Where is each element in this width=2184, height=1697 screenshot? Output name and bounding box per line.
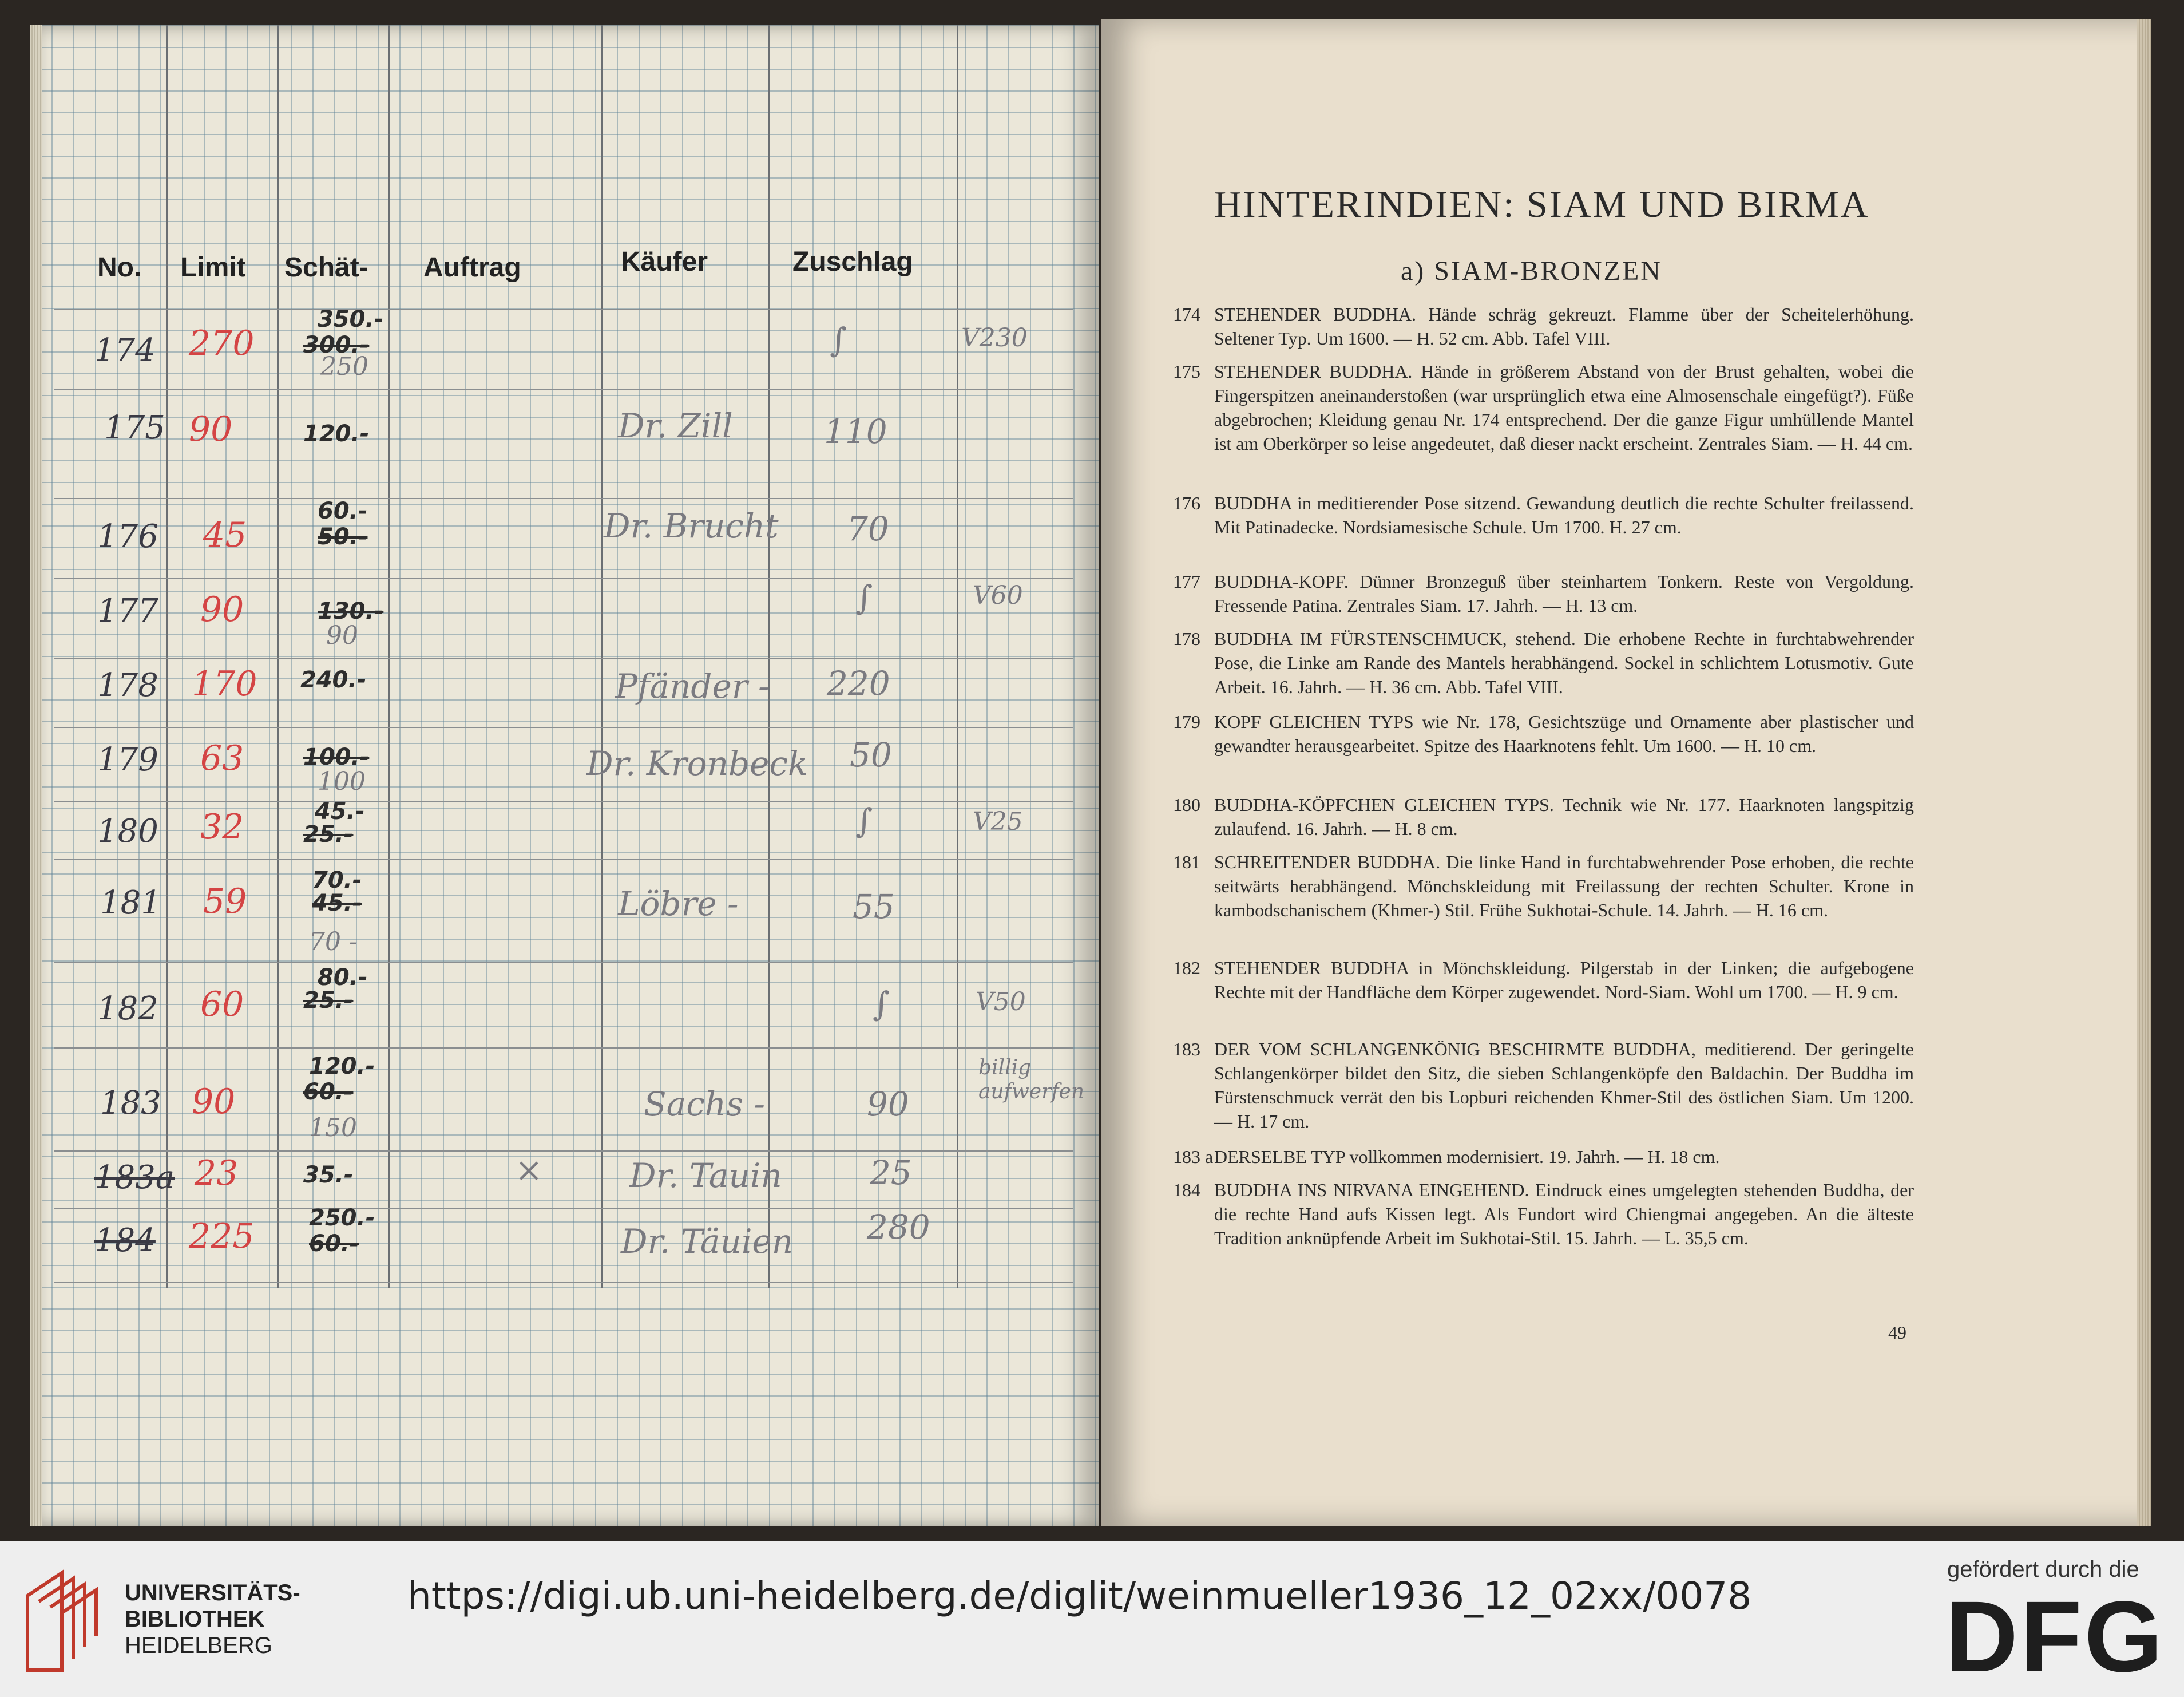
ledger-column-rule xyxy=(166,25,168,1288)
catalog-entry-number: 180 xyxy=(1173,794,1200,815)
ledger-row-rule xyxy=(54,1047,1073,1049)
catalog-title: HINTERINDIEN: SIAM UND BIRMA xyxy=(1214,184,1870,226)
ledger-column-rule xyxy=(277,25,279,1288)
library-name-line: HEIDELBERG xyxy=(125,1633,272,1658)
lot-buyer: Dr. Tauin xyxy=(629,1156,782,1195)
lot-estimate: 60.- xyxy=(309,1231,359,1257)
catalog-entry-text: BUDDHA-KÖPFCHEN GLEICHEN TYPS. Technik wie Nr. 177. Haarknoten langspitzig zulaufend. 16. Jahrh. — H. 8 cm. xyxy=(1214,794,1914,839)
lot-hammer-price: 280 xyxy=(867,1208,930,1247)
lot-hammer-price: ∫ xyxy=(855,578,873,617)
ledger-row-rule xyxy=(54,1150,1073,1152)
lot-estimate-revised: 70.- xyxy=(312,867,362,893)
ledger-header-limit: Limit xyxy=(180,252,246,283)
catalog-entry xyxy=(1173,793,1914,841)
lot-estimate-revised: 60.- xyxy=(318,498,368,524)
lot-estimate: 45.- xyxy=(312,890,362,916)
catalog-entry-number: 177 xyxy=(1173,571,1200,592)
ledger-header-estimate: Schät- xyxy=(284,252,368,283)
lot-note: V25 xyxy=(973,807,1023,836)
lot-buyer: Pfänder - xyxy=(615,667,770,706)
ledger-row-rule xyxy=(54,801,1073,802)
lot-estimate: 100.- xyxy=(303,744,370,770)
ledger-column-rule xyxy=(957,25,958,1288)
ledger-header-order: Auftrag xyxy=(423,252,521,283)
ledger-row-rule xyxy=(54,658,1073,659)
ledger-row-rule xyxy=(54,727,1073,728)
lot-estimate-note: 250 xyxy=(320,352,368,381)
lot-limit: 23 xyxy=(195,1153,239,1193)
ledger-row-rule xyxy=(54,578,1073,579)
lot-number: 179 xyxy=(97,741,158,778)
lot-estimate-note: 150 xyxy=(309,1113,357,1142)
catalog-subtitle: a) SIAM-BRONZEN xyxy=(1401,256,1662,286)
lot-hammer-price: 110 xyxy=(824,412,887,451)
ledger-row-rule xyxy=(54,962,1073,963)
catalog-entry xyxy=(1173,710,1914,758)
page-stack-edge-left xyxy=(30,25,42,1526)
catalog-entry xyxy=(1173,359,1914,456)
ledger-row-rule xyxy=(54,498,1073,499)
ledger-row-rule xyxy=(54,859,1073,860)
catalog-entry-number: 181 xyxy=(1173,852,1200,872)
catalog-entry xyxy=(1173,302,1914,350)
catalog-entry-text: DER VOM SCHLANGENKÖNIG BESCHIRMTE BUDDHA, meditierend. Der geringelte Schlangenkörper bildet den Sitz, die sieben Schlangenköpfe den Baldachin. Der Buddha im Fürstenschmuck verrät den bis Lopburi reichenden Khmer-Stil des östlichen Siam. Um 1200. — H. 17 cm. xyxy=(1214,1039,1914,1132)
ledger-column-rule xyxy=(388,25,390,1288)
catalog-entry-text: STEHENDER BUDDHA. Hände schräg gekreuzt. Flamme über der Scheitelerhöhung. Seltener Typ. Um 1600. — H. 52 cm. Abb. Tafel VIII. xyxy=(1214,304,1914,349)
lot-note: V60 xyxy=(973,581,1023,610)
lot-hammer-price: 220 xyxy=(827,664,890,703)
ledger-header-no: No. xyxy=(97,252,142,283)
catalog-entry xyxy=(1173,1037,1914,1133)
ledger-column-rule xyxy=(601,25,603,1288)
lot-number: 183 xyxy=(100,1085,161,1122)
catalog-entry xyxy=(1173,569,1914,618)
lot-estimate: 25.- xyxy=(303,821,354,848)
lot-estimate-revised: 45.- xyxy=(315,798,365,825)
catalog-entry-text: BUDDHA INS NIRVANA EINGEHEND. Eindruck eines umgelegten stehenden Buddha, der die rechte Hand aufs Kissen legt. Als Fundort wird Chiengmai angegeben. An die älteste Tradition anknüpfende Arbeit im Sukhotai-Stil. 15. Jahrh. — L. 35,5 cm. xyxy=(1214,1180,1914,1248)
catalog-entry xyxy=(1173,850,1914,922)
lot-hammer-price: 25 xyxy=(870,1153,912,1192)
ledger-row-rule xyxy=(54,389,1073,390)
lot-hammer-price: 55 xyxy=(853,887,895,926)
lot-estimate-note: 90 xyxy=(326,621,358,650)
lot-limit: 225 xyxy=(189,1216,255,1256)
lot-estimate-note: 100 xyxy=(318,767,366,796)
catalog-entry xyxy=(1173,627,1914,699)
catalog-entry-number: 183 xyxy=(1173,1039,1200,1059)
lot-buyer: Dr. Zill xyxy=(618,406,733,445)
lot-limit: 270 xyxy=(189,323,255,363)
lot-estimate: 60.- xyxy=(303,1079,354,1105)
catalog-entry-text: KOPF GLEICHEN TYPS wie Nr. 178, Gesichtszüge und Ornamente aber plastischer und gewandter herausgearbeitet. Spitze des Haarknotens fehlt. Um 1600. — H. 10 cm. xyxy=(1214,711,1914,756)
catalog-page-number: 49 xyxy=(1888,1322,1906,1343)
lot-note: V230 xyxy=(961,323,1028,353)
lot-limit: 60 xyxy=(200,984,244,1024)
catalog-entry-text: BUDDHA in meditierender Pose sitzend. Gewandung deutlich die rechte Schulter freilassend. Mit Patinadecke. Nordsiamesische Schule. Um 1700. H. 27 cm. xyxy=(1214,493,1914,537)
ledger-header-buyer: Käufer xyxy=(621,247,708,277)
lot-buyer: Sachs - xyxy=(644,1085,765,1124)
lot-limit: 170 xyxy=(192,664,257,704)
lot-estimate: 35.- xyxy=(303,1162,354,1188)
lot-estimate-note: 70 - xyxy=(309,927,358,956)
library-name xyxy=(125,1580,300,1659)
lot-number: 174 xyxy=(94,332,156,369)
catalog-entry-text: BUDDHA IM FÜRSTENSCHMUCK, stehend. Die erhobene Rechte in furchtabwehrender Pose, die Linke am Rande des Mantels herabhängend. Sockel in schlichtem Lotusmotiv. Gute Arbeit. 16. Jahrh. — H. 36 cm. Abb. Tafel VIII. xyxy=(1214,628,1914,697)
catalog-page xyxy=(1101,19,2149,1526)
lot-limit: 63 xyxy=(200,738,244,778)
lot-hammer-price: ∫ xyxy=(830,321,847,359)
lot-buyer: Dr. Brucht xyxy=(604,507,779,545)
lot-number: 178 xyxy=(97,667,158,704)
lot-estimate: 240.- xyxy=(300,667,367,693)
catalog-entry-text: DERSELBE TYP vollkommen modernisiert. 19. Jahrh. — H. 18 cm. xyxy=(1214,1146,1720,1167)
lot-estimate-revised: 250.- xyxy=(309,1205,375,1231)
viewer-footer xyxy=(0,1541,2184,1697)
lot-estimate: 25.- xyxy=(303,987,354,1014)
lot-order-mark: × xyxy=(515,1150,543,1189)
permalink[interactable]: https://digi.ub.uni-heidelberg.de/diglit/weinmueller1936_12_02xx/0078 xyxy=(407,1574,1752,1618)
catalog-entry-text: BUDDHA-KOPF. Dünner Bronzeguß über steinhartem Tonkern. Reste von Vergoldung. Fressende Patina. Zentrales Siam. 17. Jahrh. — H. 13 cm. xyxy=(1214,571,1914,616)
catalog-entry-text: SCHREITENDER BUDDHA. Die linke Hand in furchtabwehrender Pose erhoben, die rechte seitwärts herabhängend. Mönchskleidung mit Freilassung der rechten Schulter. Krone in kambodschanischem (Khmer-) Stil. Frühe Sukhotai-Schule. 14. Jahrh. — H. 16 cm. xyxy=(1214,852,1914,920)
lot-number: 177 xyxy=(97,592,158,630)
ledger-column-rule xyxy=(768,25,770,1288)
catalog-entry-number: 178 xyxy=(1173,628,1200,649)
lot-buyer: Dr. Täuien xyxy=(621,1222,794,1261)
lot-number: 182 xyxy=(97,990,158,1027)
university-library-logo-icon xyxy=(22,1561,108,1676)
lot-number: 175 xyxy=(104,409,165,446)
dfg-logo: DFG xyxy=(1945,1581,2165,1693)
lot-note: billig aufwerfen xyxy=(978,1056,1085,1103)
lot-limit: 90 xyxy=(200,590,244,630)
catalog-entry xyxy=(1173,1145,1914,1169)
catalog-entry-number: 184 xyxy=(1173,1180,1200,1200)
lot-hammer-price: ∫ xyxy=(873,984,890,1023)
page-stack-edge-right xyxy=(2137,19,2151,1526)
ledger-row-rule xyxy=(54,309,1073,310)
lot-number: 176 xyxy=(97,518,158,555)
lot-hammer-price: 70 xyxy=(847,509,889,548)
ledger-row-rule xyxy=(54,1282,1073,1283)
lot-limit: 90 xyxy=(192,1082,236,1122)
catalog-entry-number: 183 a xyxy=(1173,1146,1214,1167)
catalog-entry-text: STEHENDER BUDDHA. Hände in größerem Abstand von der Brust gehalten, wobei die Fingerspitzen aneinanderstoßen (war ursprünglich etwa eine Almosenschale eingefügt?). Füße abgebrochen; Kleidung genau Nr. 174 entsprechend. Der die ganze Figur umhüllende Mantel ist am Oberkörper so leise angedeutet, daß dieser nackt erscheint. Zentrales Siam. — H. 44 cm. xyxy=(1214,361,1914,454)
lot-number: 181 xyxy=(100,884,161,921)
lot-hammer-price: 90 xyxy=(867,1085,909,1124)
lot-limit: 32 xyxy=(200,807,244,847)
lot-number: 184 xyxy=(94,1222,156,1259)
catalog-entry xyxy=(1173,956,1914,1004)
lot-estimate-revised: 80.- xyxy=(318,964,368,991)
lot-limit: 90 xyxy=(189,409,233,449)
funder-caption: gefördert durch die xyxy=(1947,1557,2139,1582)
ledger-page xyxy=(30,25,1099,1526)
lot-estimate: 120.- xyxy=(303,421,370,447)
catalog-entry-number: 175 xyxy=(1173,361,1200,382)
lot-number: 180 xyxy=(97,813,158,850)
catalog-entry-number: 182 xyxy=(1173,958,1200,978)
lot-limit: 59 xyxy=(203,881,247,921)
lot-note: V50 xyxy=(976,987,1026,1016)
lot-estimate: 130.- xyxy=(318,598,384,624)
catalog-entry-number: 174 xyxy=(1173,304,1200,325)
library-name-line: BIBLIOTHEK xyxy=(125,1607,265,1632)
lot-hammer-price: ∫ xyxy=(855,801,873,840)
catalog-entry xyxy=(1173,1178,1914,1250)
lot-estimate-revised: 350.- xyxy=(318,306,384,333)
library-name-line: UNIVERSITÄTS- xyxy=(125,1580,300,1605)
lot-buyer: Dr. Kronbeck xyxy=(586,744,808,783)
lot-hammer-price: 50 xyxy=(850,735,892,774)
catalog-entry xyxy=(1173,491,1914,539)
lot-estimate: 300.- xyxy=(303,332,370,358)
ledger-header-hammer-price: Zuschlag xyxy=(792,247,913,277)
lot-limit: 45 xyxy=(203,515,247,555)
catalog-entry-number: 179 xyxy=(1173,711,1200,732)
lot-estimate-revised: 120.- xyxy=(309,1053,375,1079)
lot-buyer: Löbre - xyxy=(618,884,739,923)
catalog-entry-number: 176 xyxy=(1173,493,1200,513)
catalog-entry-text: STEHENDER BUDDHA in Mönchskleidung. Pilgerstab in der Linken; die aufgebogene Rechte mit der Handfläche dem Körper zugewendet. Nord-Siam. Wohl um 1700. — H. 9 cm. xyxy=(1214,958,1914,1002)
lot-estimate: 50.- xyxy=(318,524,368,550)
lot-number: 183a xyxy=(94,1159,175,1196)
